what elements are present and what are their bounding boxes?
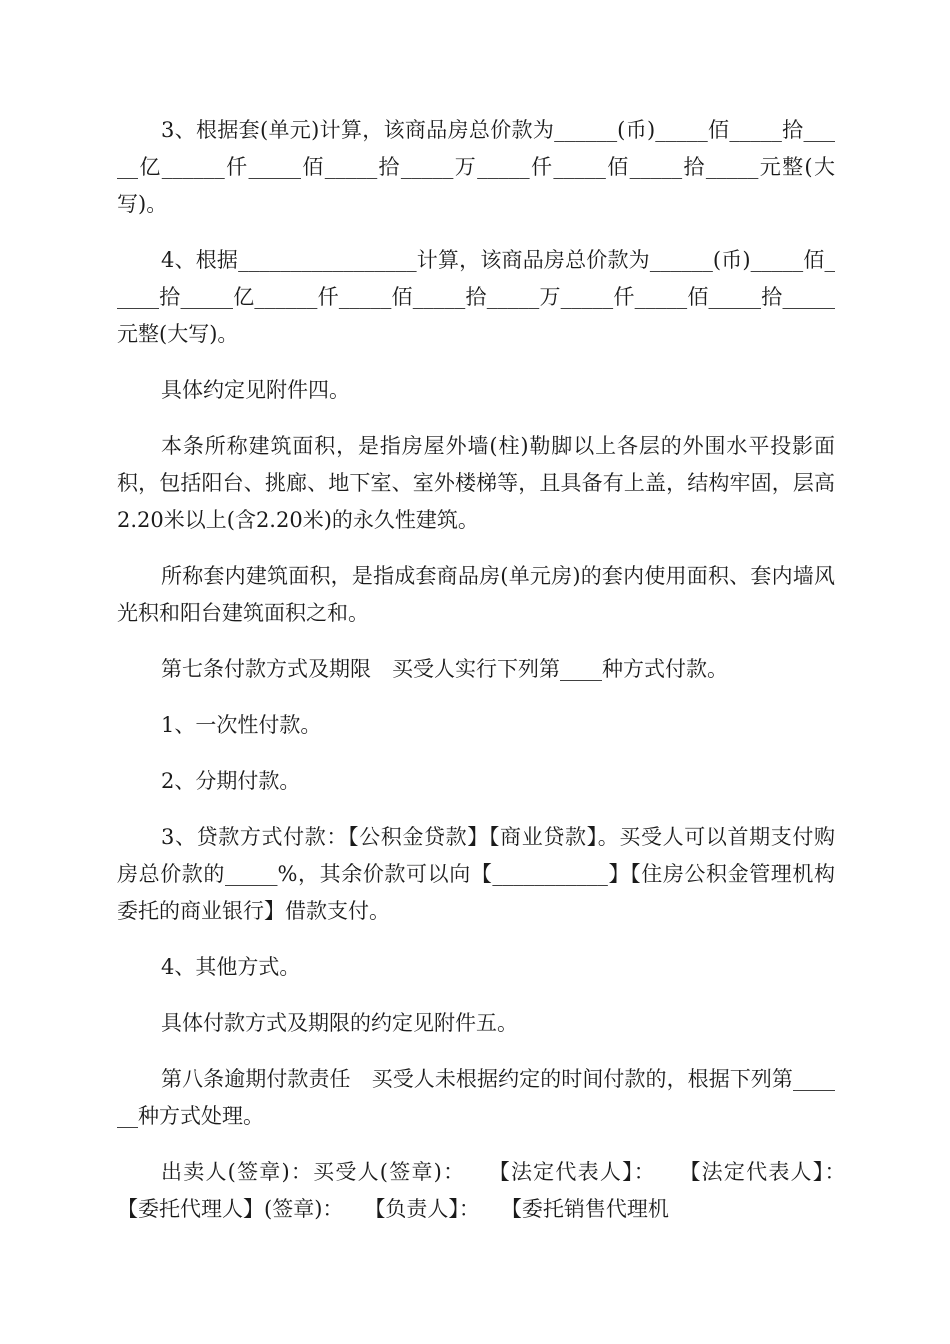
- paragraph-building-area-definition: 本条所称建筑面积，是指房屋外墙(柱)勒脚以上各层的外围水平投影面积，包括阳台、挑廊、地下室、室外楼梯等，且具备有上盖，结构牢固，层高2.20米以上(含2.20米)的永久性建筑。: [117, 434, 835, 532]
- paragraph-price-by-unit: 3、根据套(单元)计算，该商品房总价款为______(币)_____佰_____拾_____亿______仟_____佰_____拾_____万_____仟_____佰_____拾_____元整(大写)。: [117, 118, 835, 216]
- paragraph-inner-area-definition: 所称套内建筑面积，是指成套商品房(单元房)的套内使用面积、套内墙风光积和阳台建筑面积之和。: [117, 564, 835, 625]
- paragraph-see-appendix-4: 具体约定见附件四。: [161, 378, 350, 402]
- document-body: [117, 112, 877, 1247]
- paragraph-signatures: 出卖人(签章)：买受人(签章)： 【法定代表人】： 【法定代表人】： 【委托代理人】(签章)： 【负责人】： 【委托销售代理机: [117, 1160, 877, 1221]
- paragraph-article-7: 第七条付款方式及期限 买受人实行下列第____种方式付款。: [161, 657, 728, 681]
- paragraph-price-by-other: 4、根据_________________计算，该商品房总价款为______(币)_____佰_____拾_____亿______仟_____佰_____拾_____万_____仟_____佰_____拾_____元整(大写)。: [117, 248, 835, 346]
- paragraph-loan-payment: 3、贷款方式付款：【公积金贷款】【商业贷款】。买受人可以首期支付购房总价款的_____%，其余价款可以向【___________】【住房公积金管理机构委托的商业银行】借款支付。: [117, 825, 835, 923]
- paragraph-lump-sum: 1、一次性付款。: [161, 713, 322, 737]
- paragraph-see-appendix-5: 具体付款方式及期限的约定见附件五。: [161, 1011, 518, 1035]
- paragraph-article-8: 第八条逾期付款责任 买受人未根据约定的时间付款的，根据下列第______种方式处理。: [117, 1067, 835, 1128]
- paragraph-other-methods: 4、其他方式。: [161, 955, 301, 979]
- paragraph-installments: 2、分期付款。: [161, 769, 301, 793]
